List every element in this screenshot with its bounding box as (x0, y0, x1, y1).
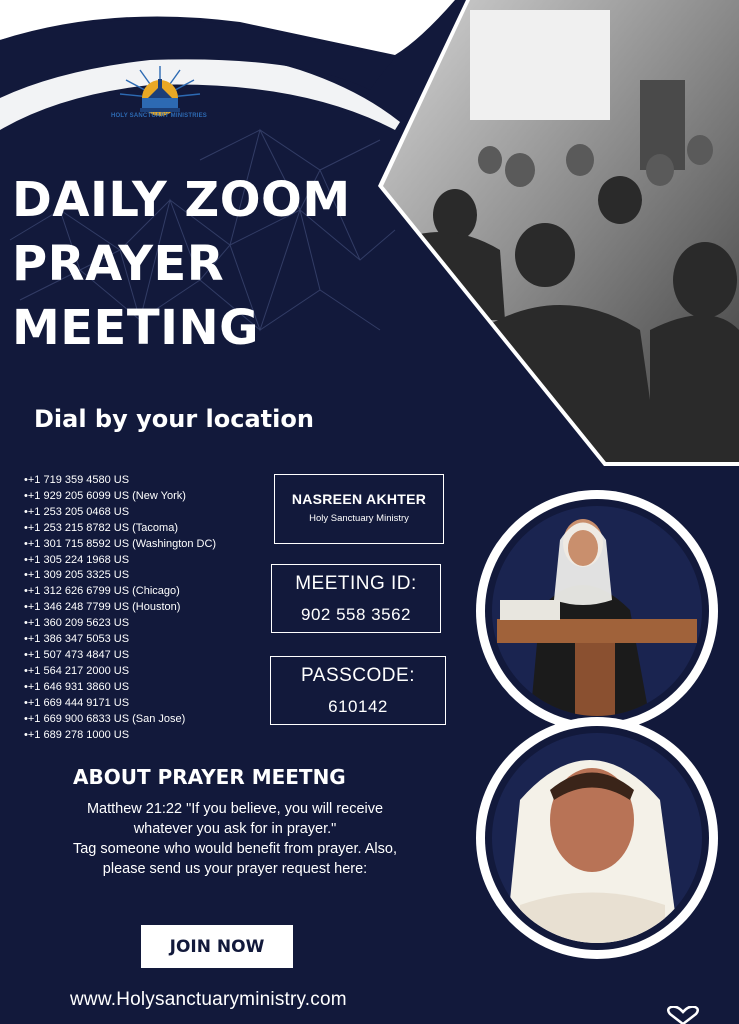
heart-outline-icon (666, 1006, 700, 1024)
meeting-id-label: MEETING ID: (295, 573, 417, 594)
passcode-label: PASSCODE: (301, 665, 415, 686)
phone-number-item[interactable]: • +1 386 347 5053 US (24, 632, 284, 648)
passcode-card (270, 656, 446, 725)
title-line: PRAYER (12, 236, 225, 292)
organization-name: HOLY SANCTUARY MINISTRIES (110, 113, 207, 119)
title-line: MEETING (12, 300, 260, 356)
church-sunburst-logo-icon (104, 62, 216, 130)
phone-number-item[interactable]: • +1 929 205 6099 US (New York) (24, 489, 284, 505)
host-card (274, 474, 444, 544)
phone-number-item[interactable]: • +1 309 205 3325 US (24, 568, 284, 584)
phone-number-item[interactable]: • +1 564 217 2000 US (24, 664, 284, 680)
about-line: Tag someone who would benefit from prayer. Also, (72, 841, 397, 857)
phone-number-item[interactable]: • +1 689 278 1000 US (24, 728, 284, 744)
dial-heading: Dial by your location (34, 405, 314, 433)
phone-number-item[interactable]: • +1 507 473 4847 US (24, 648, 284, 664)
about-line: please send us your prayer request here: (102, 861, 368, 877)
phone-number-item[interactable]: • +1 346 248 7799 US (Houston) (24, 600, 284, 616)
host-organization: Holy Sanctuary Ministry (309, 513, 409, 524)
phone-number-list (24, 473, 284, 743)
website-link[interactable]: www.Holysanctuaryministry.com (70, 989, 347, 1010)
phone-number-item[interactable]: • +1 360 209 5623 US (24, 616, 284, 632)
phone-number-item[interactable]: • +1 669 900 6833 US (San Jose) (24, 712, 284, 728)
about-text (35, 799, 435, 879)
host-name: NASREEN AKHTER (291, 491, 427, 507)
phone-number-item[interactable]: • +1 301 715 8592 US (Washington DC) (24, 537, 284, 553)
about-line: Matthew 21:22 "If you believe, you will receive (86, 801, 384, 817)
join-now-button[interactable]: JOIN NOW (141, 925, 293, 968)
about-heading: ABOUT PRAYER MEETNG (73, 765, 346, 789)
about-line: whatever you ask for in prayer." (133, 821, 337, 837)
meeting-id-value: 902 558 3562 (301, 605, 411, 624)
phone-number-item[interactable]: • +1 253 215 8782 US (Tacoma) (24, 521, 284, 537)
phone-number-item[interactable]: • +1 669 444 9171 US (24, 696, 284, 712)
meeting-id-card (271, 564, 441, 633)
page-title (12, 168, 372, 360)
phone-number-item[interactable]: • +1 312 626 6799 US (Chicago) (24, 584, 284, 600)
phone-number-item[interactable]: • +1 719 359 4580 US (24, 473, 284, 489)
title-line: DAILY ZOOM (12, 172, 351, 228)
phone-number-item[interactable]: • +1 253 205 0468 US (24, 505, 284, 521)
phone-number-item[interactable]: • +1 646 931 3860 US (24, 680, 284, 696)
phone-number-item[interactable]: • +1 305 224 1968 US (24, 553, 284, 569)
passcode-value: 610142 (328, 697, 388, 716)
